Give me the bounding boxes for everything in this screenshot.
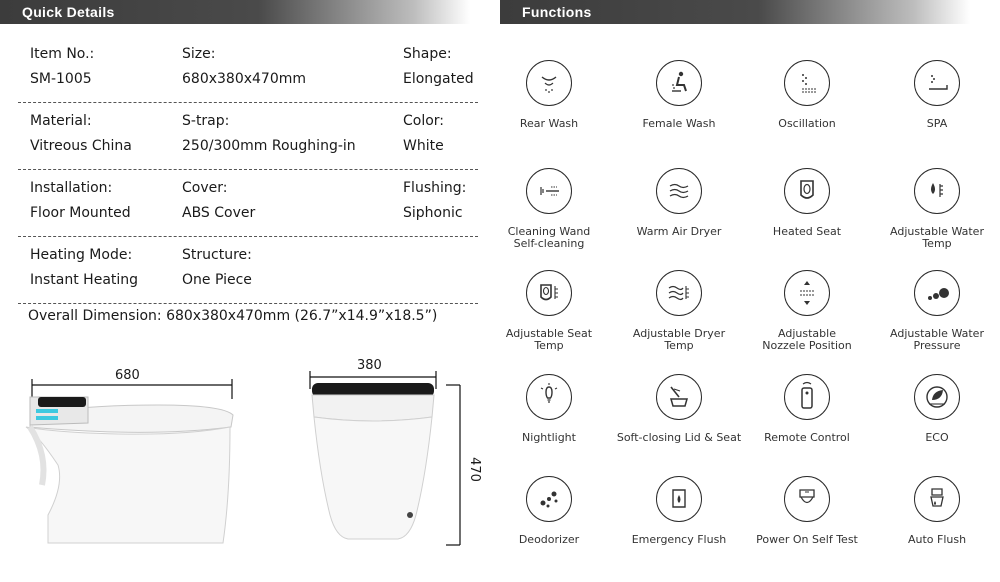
spec-label: S-trap: — [182, 113, 230, 129]
spec-label: Color: — [403, 113, 445, 129]
spec-row — [18, 36, 478, 103]
cleaning-wand-icon — [526, 168, 572, 214]
function-item — [485, 374, 613, 444]
function-item — [873, 270, 1000, 352]
spec-row — [18, 170, 478, 237]
function-label: Adjustable Dryer Temp — [632, 327, 726, 352]
spec-label: Material: — [30, 113, 92, 129]
function-item — [743, 374, 871, 444]
function-item — [485, 476, 613, 546]
spec-value: One Piece — [182, 272, 252, 288]
quick-details-header — [0, 0, 470, 24]
deodorizer-icon — [526, 476, 572, 522]
dryer-temp-icon — [656, 270, 702, 316]
oscillation-icon — [784, 60, 830, 106]
spec-label: Structure: — [182, 247, 252, 263]
emergency-flush-icon — [656, 476, 702, 522]
spec-label: Size: — [182, 46, 216, 62]
function-item — [873, 476, 1000, 546]
function-label: Rear Wash — [519, 117, 579, 130]
function-label: Remote Control — [764, 431, 850, 444]
spec-table — [18, 36, 478, 304]
function-item — [485, 270, 613, 352]
spec-label: Heating Mode: — [30, 247, 133, 263]
function-item — [615, 476, 743, 546]
function-label: Adjustable Seat Temp — [505, 327, 593, 352]
quick-details-title: Quick Details — [22, 4, 115, 20]
spec-value: Floor Mounted — [30, 205, 131, 221]
functions-title: Functions — [522, 4, 592, 20]
remote-control-icon — [784, 374, 830, 420]
height-label: 470 — [466, 457, 482, 482]
spec-value: ABS Cover — [182, 205, 256, 221]
function-label: Adjustable Water Temp — [890, 225, 984, 250]
function-label: Auto Flush — [907, 533, 967, 546]
spec-value: Siphonic — [403, 205, 463, 221]
spec-value: Instant Heating — [30, 272, 139, 288]
function-label: Female Wash — [642, 117, 716, 130]
eco-icon — [914, 374, 960, 420]
function-label: Heated Seat — [772, 225, 842, 238]
function-label: Adjustable Water Pressure — [890, 327, 984, 352]
female-wash-icon — [656, 60, 702, 106]
function-label: Emergency Flush — [631, 533, 727, 546]
spec-value: White — [403, 138, 444, 154]
spec-value: Elongated — [403, 71, 474, 87]
spec-label: Installation: — [30, 180, 113, 196]
nozzle-position-icon — [784, 270, 830, 316]
spec-value: 250/300mm Roughing-in — [182, 138, 356, 154]
water-temp-icon — [914, 168, 960, 214]
seat-temp-icon — [526, 270, 572, 316]
function-label: Adjustable Nozzele Position — [762, 327, 852, 352]
function-item — [873, 374, 1000, 444]
rear-wash-icon — [526, 60, 572, 106]
spec-label: Cover: — [182, 180, 228, 196]
self-test-icon — [784, 476, 830, 522]
function-label: Warm Air Dryer — [636, 225, 722, 238]
spec-row — [18, 103, 478, 170]
function-label: Oscillation — [778, 117, 836, 130]
function-item — [743, 476, 871, 546]
function-item — [615, 374, 743, 444]
spec-label: Shape: — [403, 46, 452, 62]
side-length-label: 680 — [115, 368, 140, 383]
functions-header — [500, 0, 970, 24]
function-label: Deodorizer — [518, 533, 580, 546]
function-item — [743, 270, 871, 352]
spec-value: Vitreous China — [30, 138, 132, 154]
warm-air-dryer-icon — [656, 168, 702, 214]
toilet-front-view — [298, 355, 478, 555]
spec-value: SM-1005 — [30, 71, 92, 87]
function-item — [743, 60, 871, 130]
function-label: Power On Self Test — [756, 533, 858, 546]
function-item — [873, 60, 1000, 130]
function-item — [873, 168, 1000, 250]
toilet-side-view — [18, 365, 243, 555]
function-label: ECO — [925, 431, 949, 444]
nightlight-icon — [526, 374, 572, 420]
function-item — [615, 270, 743, 352]
auto-flush-icon — [914, 476, 960, 522]
function-item — [743, 168, 871, 238]
front-width-label: 380 — [357, 358, 382, 373]
function-item — [615, 168, 743, 238]
spec-value: 680x380x470mm — [182, 71, 307, 87]
function-item — [615, 60, 743, 130]
spa-icon — [914, 60, 960, 106]
function-label: Cleaning Wand Self-cleaning — [507, 225, 591, 250]
water-pressure-icon — [914, 270, 960, 316]
function-item — [485, 168, 613, 250]
spec-row — [18, 237, 478, 304]
soft-closing-lid-icon — [656, 374, 702, 420]
function-label: Nightlight — [522, 431, 576, 444]
function-label: SPA — [926, 117, 948, 130]
spec-label: Item No.: — [30, 46, 95, 62]
overall-dimension: Overall Dimension: 680x380x470mm (26.7”x14.9”x18.5”) — [28, 308, 438, 324]
function-label: Soft-closing Lid & Seat — [616, 431, 742, 444]
heated-seat-icon — [784, 168, 830, 214]
function-item — [485, 60, 613, 130]
spec-label: Flushing: — [403, 180, 467, 196]
